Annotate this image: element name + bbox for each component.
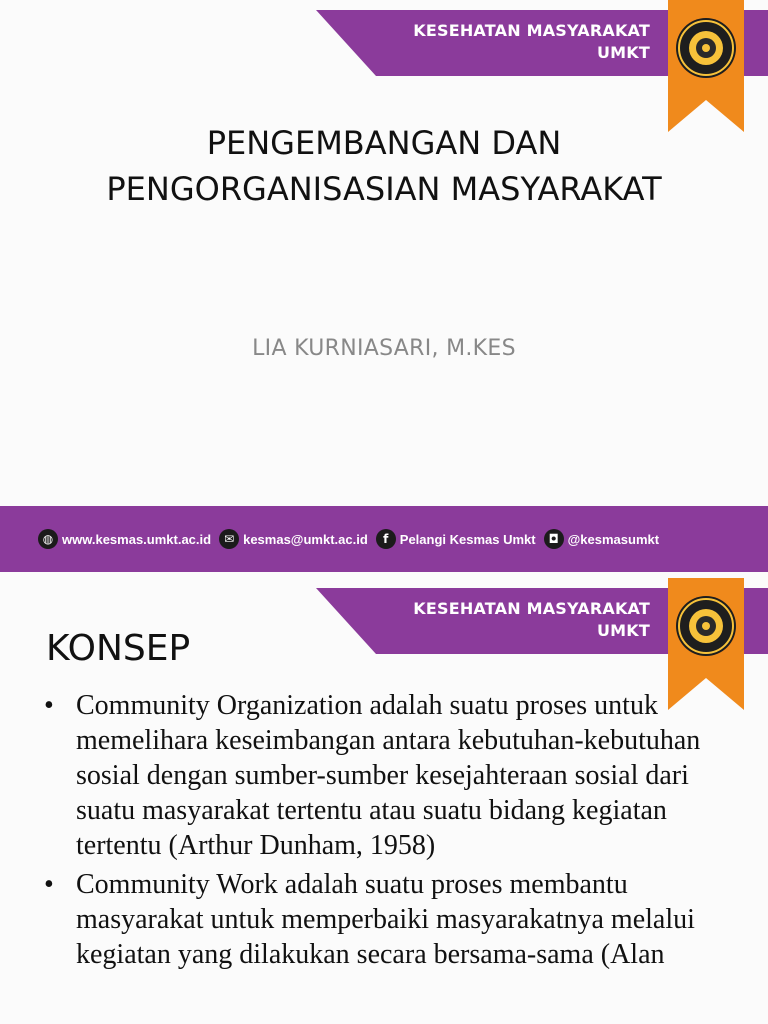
bullet-dot: • <box>44 690 54 721</box>
banner-text <box>413 20 650 64</box>
facebook-icon: f <box>376 529 396 549</box>
globe-icon: ◍ <box>38 529 58 549</box>
university-logo-ribbon <box>668 0 744 132</box>
instagram-link[interactable]: @kesmasumkt <box>567 531 660 547</box>
contact-footer <box>0 506 768 572</box>
footer-email[interactable] <box>219 529 368 549</box>
instagram-icon: ◘ <box>544 529 564 549</box>
banner-line-1: KESEHATAN MASYARAKAT <box>413 21 650 40</box>
banner-line-2: UMKT <box>596 43 650 62</box>
footer-instagram[interactable] <box>544 529 659 549</box>
bullet-text: Community Organization adalah suatu proses untuk memelihara keseimbangan antara kebutuhan-kebutuhan sosial dengan sumber-sumber kesejahteraan sosial dari suatu masyarakat tertentu atau suatu bidang kegiatan tertentu (Arthur Dunham, 1958) <box>76 690 701 861</box>
banner-line-1: KESEHATAN MASYARAKAT <box>413 599 650 618</box>
footer-facebook[interactable] <box>376 529 536 549</box>
footer-website[interactable] <box>38 529 211 549</box>
banner-text <box>413 598 650 642</box>
bullet-dot: • <box>44 869 54 900</box>
envelope-icon: ✉ <box>219 529 239 549</box>
bullet-item <box>44 688 704 863</box>
facebook-link[interactable]: Pelangi Kesmas Umkt <box>399 531 536 547</box>
slide-heading: KONSEP <box>46 628 191 669</box>
title-line-2: PENGORGANISASIAN MASYARAKAT <box>106 170 662 208</box>
title-line-1: PENGEMBANGAN DAN <box>206 124 562 162</box>
concept-slide <box>0 578 768 1024</box>
banner-line-2: UMKT <box>596 621 650 640</box>
website-link[interactable]: www.kesmas.umkt.ac.id <box>62 531 212 547</box>
author-name: LIA KURNIASARI, M.KES <box>252 336 516 361</box>
email-link[interactable]: kesmas@umkt.ac.id <box>243 531 368 547</box>
bullet-text: Community Work adalah suatu proses membantu masyarakat untuk memperbaiki masyarakatnya melalui kegiatan yang dilakukan secara bersama-sama (Alan <box>76 869 695 970</box>
bullet-list <box>44 688 704 976</box>
bullet-item <box>44 867 704 972</box>
slide-title <box>0 120 768 212</box>
